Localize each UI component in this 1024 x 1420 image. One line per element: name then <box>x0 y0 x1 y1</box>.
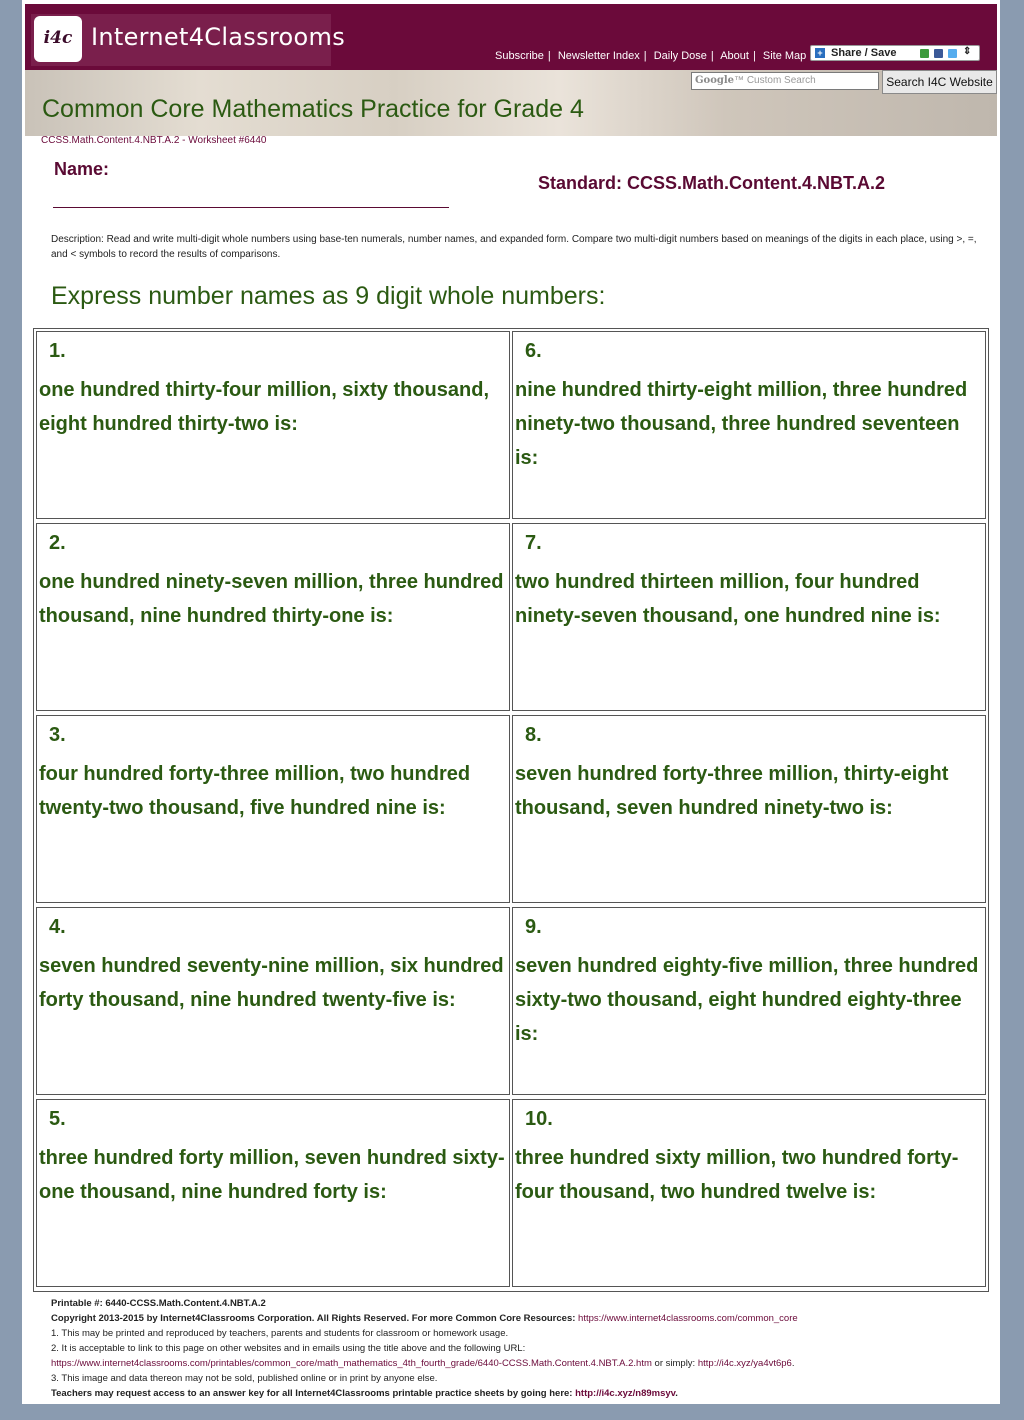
answer-key-link[interactable]: http://i4c.xyz/n89msyv <box>575 1388 676 1399</box>
question-number: 2. <box>49 532 66 554</box>
share-label: Share / Save <box>831 47 897 59</box>
question-text: three hundred forty million, seven hundred sixty-one thousand, nine hundred forty is: <box>39 1147 505 1203</box>
question-text: four hundred forty-three million, two hundred twenty-two thousand, five hundred nine is: <box>39 763 471 819</box>
question-text: three hundred sixty million, two hundred forty-four thousand, two hundred twelve is: <box>515 1147 959 1203</box>
google-logo: Google <box>695 75 735 86</box>
question-cell <box>36 907 510 1095</box>
name-label: Name: <box>54 159 110 179</box>
question-cell <box>36 331 510 519</box>
question-number: 6. <box>525 340 542 362</box>
question-text: one hundred ninety-seven million, three hundred thousand, nine hundred thirty-one is: <box>39 571 504 627</box>
common-core-link[interactable]: https://www.internet4classrooms.com/common_core <box>578 1313 798 1324</box>
plus-icon: + <box>815 48 825 58</box>
logo-badge-text: i4c <box>43 28 73 48</box>
question-cell <box>512 907 986 1095</box>
search-input[interactable] <box>691 72 879 90</box>
footer: Printable #: 6440-CCSS.Math.Content.4.NBT.A.2 Copyright 2013-2015 by Internet4Classrooms Corporation. All Rights Reserved. For more Common Core Resources: https://www.internet4classrooms.com/common_core 1. This may be printed and reproduced by teachers, parents and students for classroom or homework usage. 2. It is acceptable to link to this page on other websites and in emails using the title above and the following URL: https://www.internet4classrooms.com/printables/common_core/math_mathematics_4th_fourth_grade/6440-CCSS.Math.Content.4.NBT.A.2.htm or simply: http://i4c.xyz/ya4vt6p6. 3. This image and data thereon may not be sold, published online or in print by anyone else. Teachers may request access to an answer key for all Internet4Classrooms printable practice sheets by going here: http://i4c.xyz/n89msyv. <box>51 1296 991 1401</box>
top-nav: Subscribe | Newsletter Index | Daily Dose | About | Site Map <box>495 50 807 62</box>
question-text: seven hundred forty-three million, thirty-eight thousand, seven hundred ninety-two is: <box>515 763 949 819</box>
question-cell <box>512 715 986 903</box>
question-cell <box>36 523 510 711</box>
standard-label: Standard: CCSS.Math.Content.4.NBT.A.2 <box>538 173 886 193</box>
note-3: 3. This image and data thereon may not be sold, published online or in print by anyone else. <box>51 1373 438 1384</box>
refresh-icon <box>920 49 929 58</box>
description: Description: Read and write multi-digit whole numbers using base-ten numerals, number names, and expanded form. Compare two multi-digit numbers based on meanings of the digits in each place, using >, =, and < symbols to record the results of comparisons. <box>51 234 977 260</box>
chevron-updown-icon: ⇕ <box>963 46 972 57</box>
url-or-text: or simply: <box>654 1358 696 1369</box>
question-number: 1. <box>49 340 66 362</box>
question-cell <box>36 715 510 903</box>
printable-number: Printable #: 6440-CCSS.Math.Content.4.NBT.A.2 <box>51 1298 266 1309</box>
answer-key-text: Teachers may request access to an answer key for all Internet4Classrooms printable practice sheets by going here: <box>51 1388 573 1399</box>
question-cell <box>512 523 986 711</box>
question-text: seven hundred eighty-five million, three hundred sixty-two thousand, eight hundred eighty-three is: <box>515 955 979 1045</box>
question-text: two hundred thirteen million, four hundred ninety-seven thousand, one hundred nine is: <box>515 571 941 627</box>
worksheet-page <box>22 0 1000 1404</box>
question-text: seven hundred seventy-nine million, six hundred forty thousand, nine hundred twenty-five is: <box>39 955 504 1011</box>
search-button[interactable]: Search I4C Website <box>882 70 997 94</box>
question-text: nine hundred thirty-eight million, three hundred ninety-two thousand, three hundred seventeen is: <box>515 379 968 469</box>
search-placeholder: Google™ Custom Search <box>695 75 816 86</box>
question-number: 8. <box>525 724 542 746</box>
question-grid <box>33 328 989 1292</box>
question-cell <box>512 331 986 519</box>
question-number: 4. <box>49 916 66 938</box>
name-line <box>53 207 449 208</box>
copyright: Copyright 2013-2015 by Internet4Classrooms Corporation. All Rights Reserved. For more Common Core Resources: <box>51 1313 576 1324</box>
question-number: 10. <box>525 1108 553 1130</box>
instructions: Express number names as 9 digit whole numbers: <box>51 282 606 310</box>
question-text: one hundred thirty-four million, sixty thousand, eight hundred thirty-two is: <box>39 379 489 435</box>
worksheet-url-link[interactable]: https://www.internet4classrooms.com/printables/common_core/math_mathematics_4th_fourth_grade/6440-CCSS.Math.Content.4.NBT.A.2.htm <box>51 1358 652 1369</box>
question-number: 9. <box>525 916 542 938</box>
search-placeholder-text: Custom Search <box>746 75 816 86</box>
site-header <box>25 4 997 70</box>
share-save-button[interactable] <box>810 45 980 61</box>
question-number: 3. <box>49 724 66 746</box>
logo-badge <box>34 16 82 62</box>
facebook-icon <box>934 49 943 58</box>
question-cell <box>512 1099 986 1287</box>
worksheet-reference[interactable]: CCSS.Math.Content.4.NBT.A.2 - Worksheet #6440 <box>41 135 267 146</box>
question-number: 5. <box>49 1108 66 1130</box>
logo-text: Internet4Classrooms <box>91 23 345 51</box>
short-url-link[interactable]: http://i4c.xyz/ya4vt6p6 <box>697 1358 792 1369</box>
question-number: 7. <box>525 532 542 554</box>
site-logo[interactable] <box>31 14 345 66</box>
page-title: Common Core Mathematics Practice for Grade 4 <box>42 95 584 123</box>
twitter-icon <box>948 49 957 58</box>
nav-subscribe[interactable]: Subscribe <box>495 50 544 62</box>
note-2: 2. It is acceptable to link to this page on other websites and in emails using the title above and the following URL: <box>51 1343 526 1354</box>
question-cell <box>36 1099 510 1287</box>
nav-about[interactable]: About <box>720 50 749 62</box>
nav-newsletter-index[interactable]: Newsletter Index <box>557 50 640 62</box>
note-1: 1. This may be printed and reproduced by teachers, parents and students for classroom or homework usage. <box>51 1328 509 1339</box>
nav-site-map[interactable]: Site Map <box>762 50 807 62</box>
nav-daily-dose[interactable]: Daily Dose <box>653 50 707 62</box>
page-banner <box>25 70 997 136</box>
